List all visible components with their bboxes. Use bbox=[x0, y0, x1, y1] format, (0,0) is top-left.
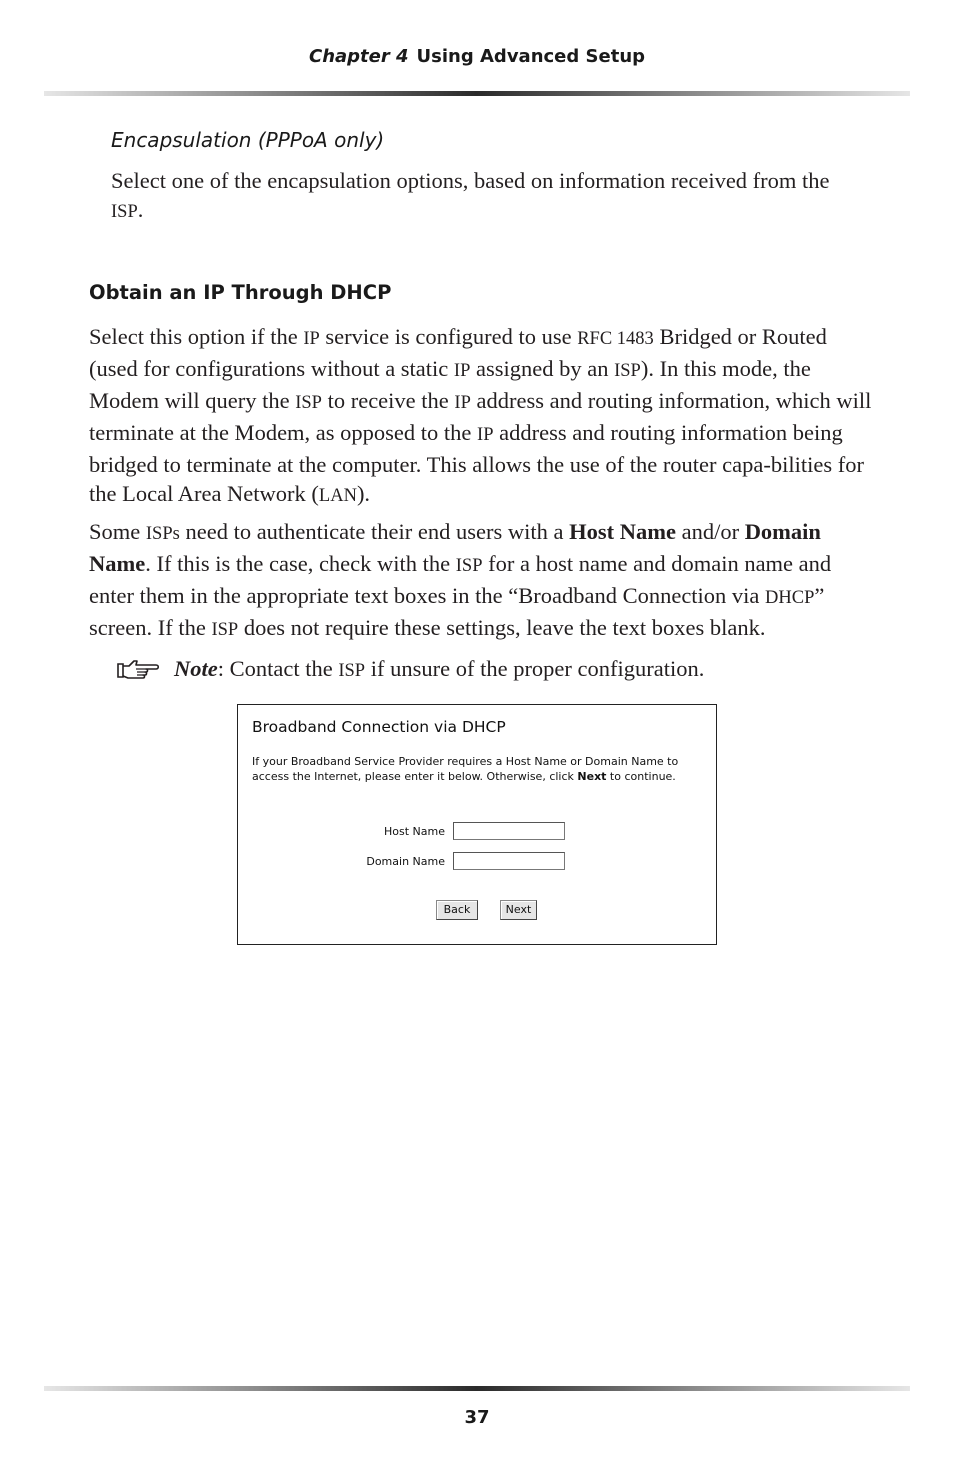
dialog-title: Broadband Connection via DHCP bbox=[252, 718, 506, 736]
note-label: Note bbox=[174, 656, 218, 681]
dhcp-paragraph-1: Select this option if the IP service is configured to use RFC 1483 Bridged or Routed (used for configurations without a static IP assigned by an ISP). In this mode, the Modem will query the ISP to receive the IP address and routing information, which will terminate at the Modem, as opposed to the IP address and routing information being bridged to terminate at the computer. This allows the use of the router capa-bilities for the Local Area Network (LAN). bbox=[89, 324, 872, 506]
domain-name-label: Domain Name bbox=[366, 855, 445, 868]
dhcp-heading: Obtain an IP Through DHCP bbox=[89, 281, 392, 304]
header-divider bbox=[44, 91, 910, 96]
dialog-description: If your Broadband Service Provider requires a Host Name or Domain Name to access the Internet, please enter it below. Otherwise, click Next to continue. bbox=[252, 755, 679, 783]
domain-name-row bbox=[238, 852, 716, 872]
page-number: 37 bbox=[464, 1407, 490, 1428]
next-emphasis: Next bbox=[577, 770, 607, 783]
next-button[interactable]: Next bbox=[500, 900, 537, 920]
domain-name-input[interactable] bbox=[453, 852, 565, 870]
encapsulation-paragraph: Select one of the encapsulation options, based on information received from the ISP. bbox=[111, 168, 830, 222]
host-name-input[interactable] bbox=[453, 822, 565, 840]
back-button[interactable]: Back bbox=[436, 900, 478, 920]
host-name-label: Host Name bbox=[384, 825, 445, 838]
chapter-title: Using Advanced Setup bbox=[416, 46, 646, 67]
chapter-number: Chapter 4 bbox=[308, 46, 409, 67]
running-header bbox=[0, 46, 954, 67]
host-name-row bbox=[238, 822, 716, 842]
dhcp-paragraph-2: Some ISPs need to authenticate their end users with a Host Name and/or Domain Name. If this is the case, check with the ISP for a host name and domain name and enter them in the appropriate text boxes in the “Broadband Connection via DHCP” screen. If the ISP does not require these settings, leave the text boxes blank. bbox=[89, 519, 832, 640]
note: Note: Contact the ISP if unsure of the proper configuration. bbox=[116, 654, 704, 686]
pointing-hand-icon bbox=[116, 656, 162, 680]
footer-divider bbox=[44, 1386, 910, 1391]
encapsulation-subheading: Encapsulation (PPPoA only) bbox=[111, 128, 385, 152]
dhcp-connection-dialog bbox=[237, 704, 717, 945]
